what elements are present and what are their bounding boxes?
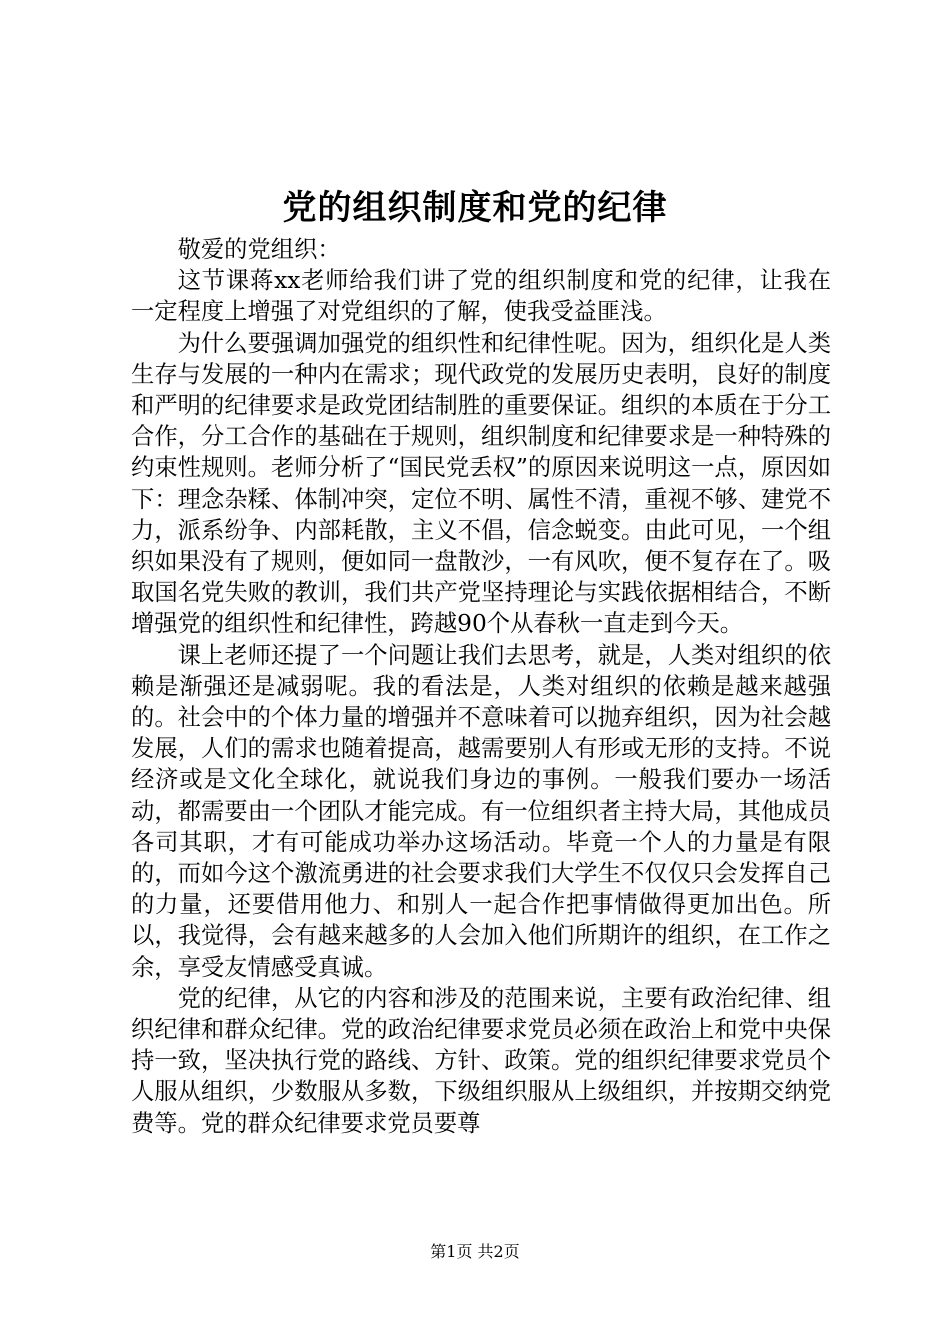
paragraph-3: 课上老师还提了一个问题让我们去思考，就是，人类对组织的依赖是渐强还是减弱呢。我的看法是，人类对组织的依赖是越来越强的。社会中的个体力量的增强并不意味着可以抛弃组织，因为社会越发展，人们的需求也随着提高，越需要别人有形或无形的支持。不说经济或是文化全球化，就说我们身边的事例。一般我们要办一场活动，都需要由一个团队才能完成。有一位组织者主持大局，其他成员各司其职，才有可能成功举办这场活动。毕竟一个人的力量是有限的，而如今这个激流勇进的社会要求我们大学生不仅仅只会发挥自己的力量，还要借用他力、和别人一起合作把事情做得更加出色。所以，我觉得，会有越来越多的人会加入他们所期许的组织，在工作之余，享受友情感受真诚。 xyxy=(131,641,831,981)
paragraph-4: 党的纪律，从它的内容和涉及的范围来说，主要有政治纪律、组织纪律和群众纪律。党的政治纪律要求党员必须在政治上和党中央保持一致，坚决执行党的路线、方针、政策。党的组织纪律要求党员个人服从组织，少数服从多数，下级组织服从上级组织，并按期交纳党费等。党的群众纪律要求党员要尊 xyxy=(131,984,831,1137)
paragraph-2: 为什么要强调加强党的组织性和纪律性呢。因为，组织化是人类生存与发展的一种内在需求；现代政党的发展历史表明，良好的制度和严明的纪律要求是政党团结制胜的重要保证。组织的本质在于分工合作，分工合作的基础在于规则，组织制度和纪律要求是一种特殊的约束性规则。老师分析了“国民党丢权”的原因来说明这一点，原因如下：理念杂糅、体制冲突，定位不明、属性不清，重视不够、建党不力，派系纷争、内部耗散，主义不倡，信念蜕变。由此可见，一个组织如果没有了规则，便如同一盘散沙，一有风吹，便不复存在了。吸取国名党失败的教训，我们共产党坚持理论与实践依据相结合，不断增强党的组织性和纪律性，跨越90个从春秋一直走到今天。 xyxy=(131,329,831,638)
document-title: 党的组织制度和党的纪律 xyxy=(282,188,668,228)
page-footer: 第1页 共2页 xyxy=(430,1242,520,1261)
document-body xyxy=(131,234,831,1139)
paragraph-1: 这节课蒋xx老师给我们讲了党的组织制度和党的纪律，让我在一定程度上增强了对党组织的了解，使我受益匪浅。 xyxy=(131,267,831,326)
greeting-line: 敬爱的党组织： xyxy=(177,236,341,263)
